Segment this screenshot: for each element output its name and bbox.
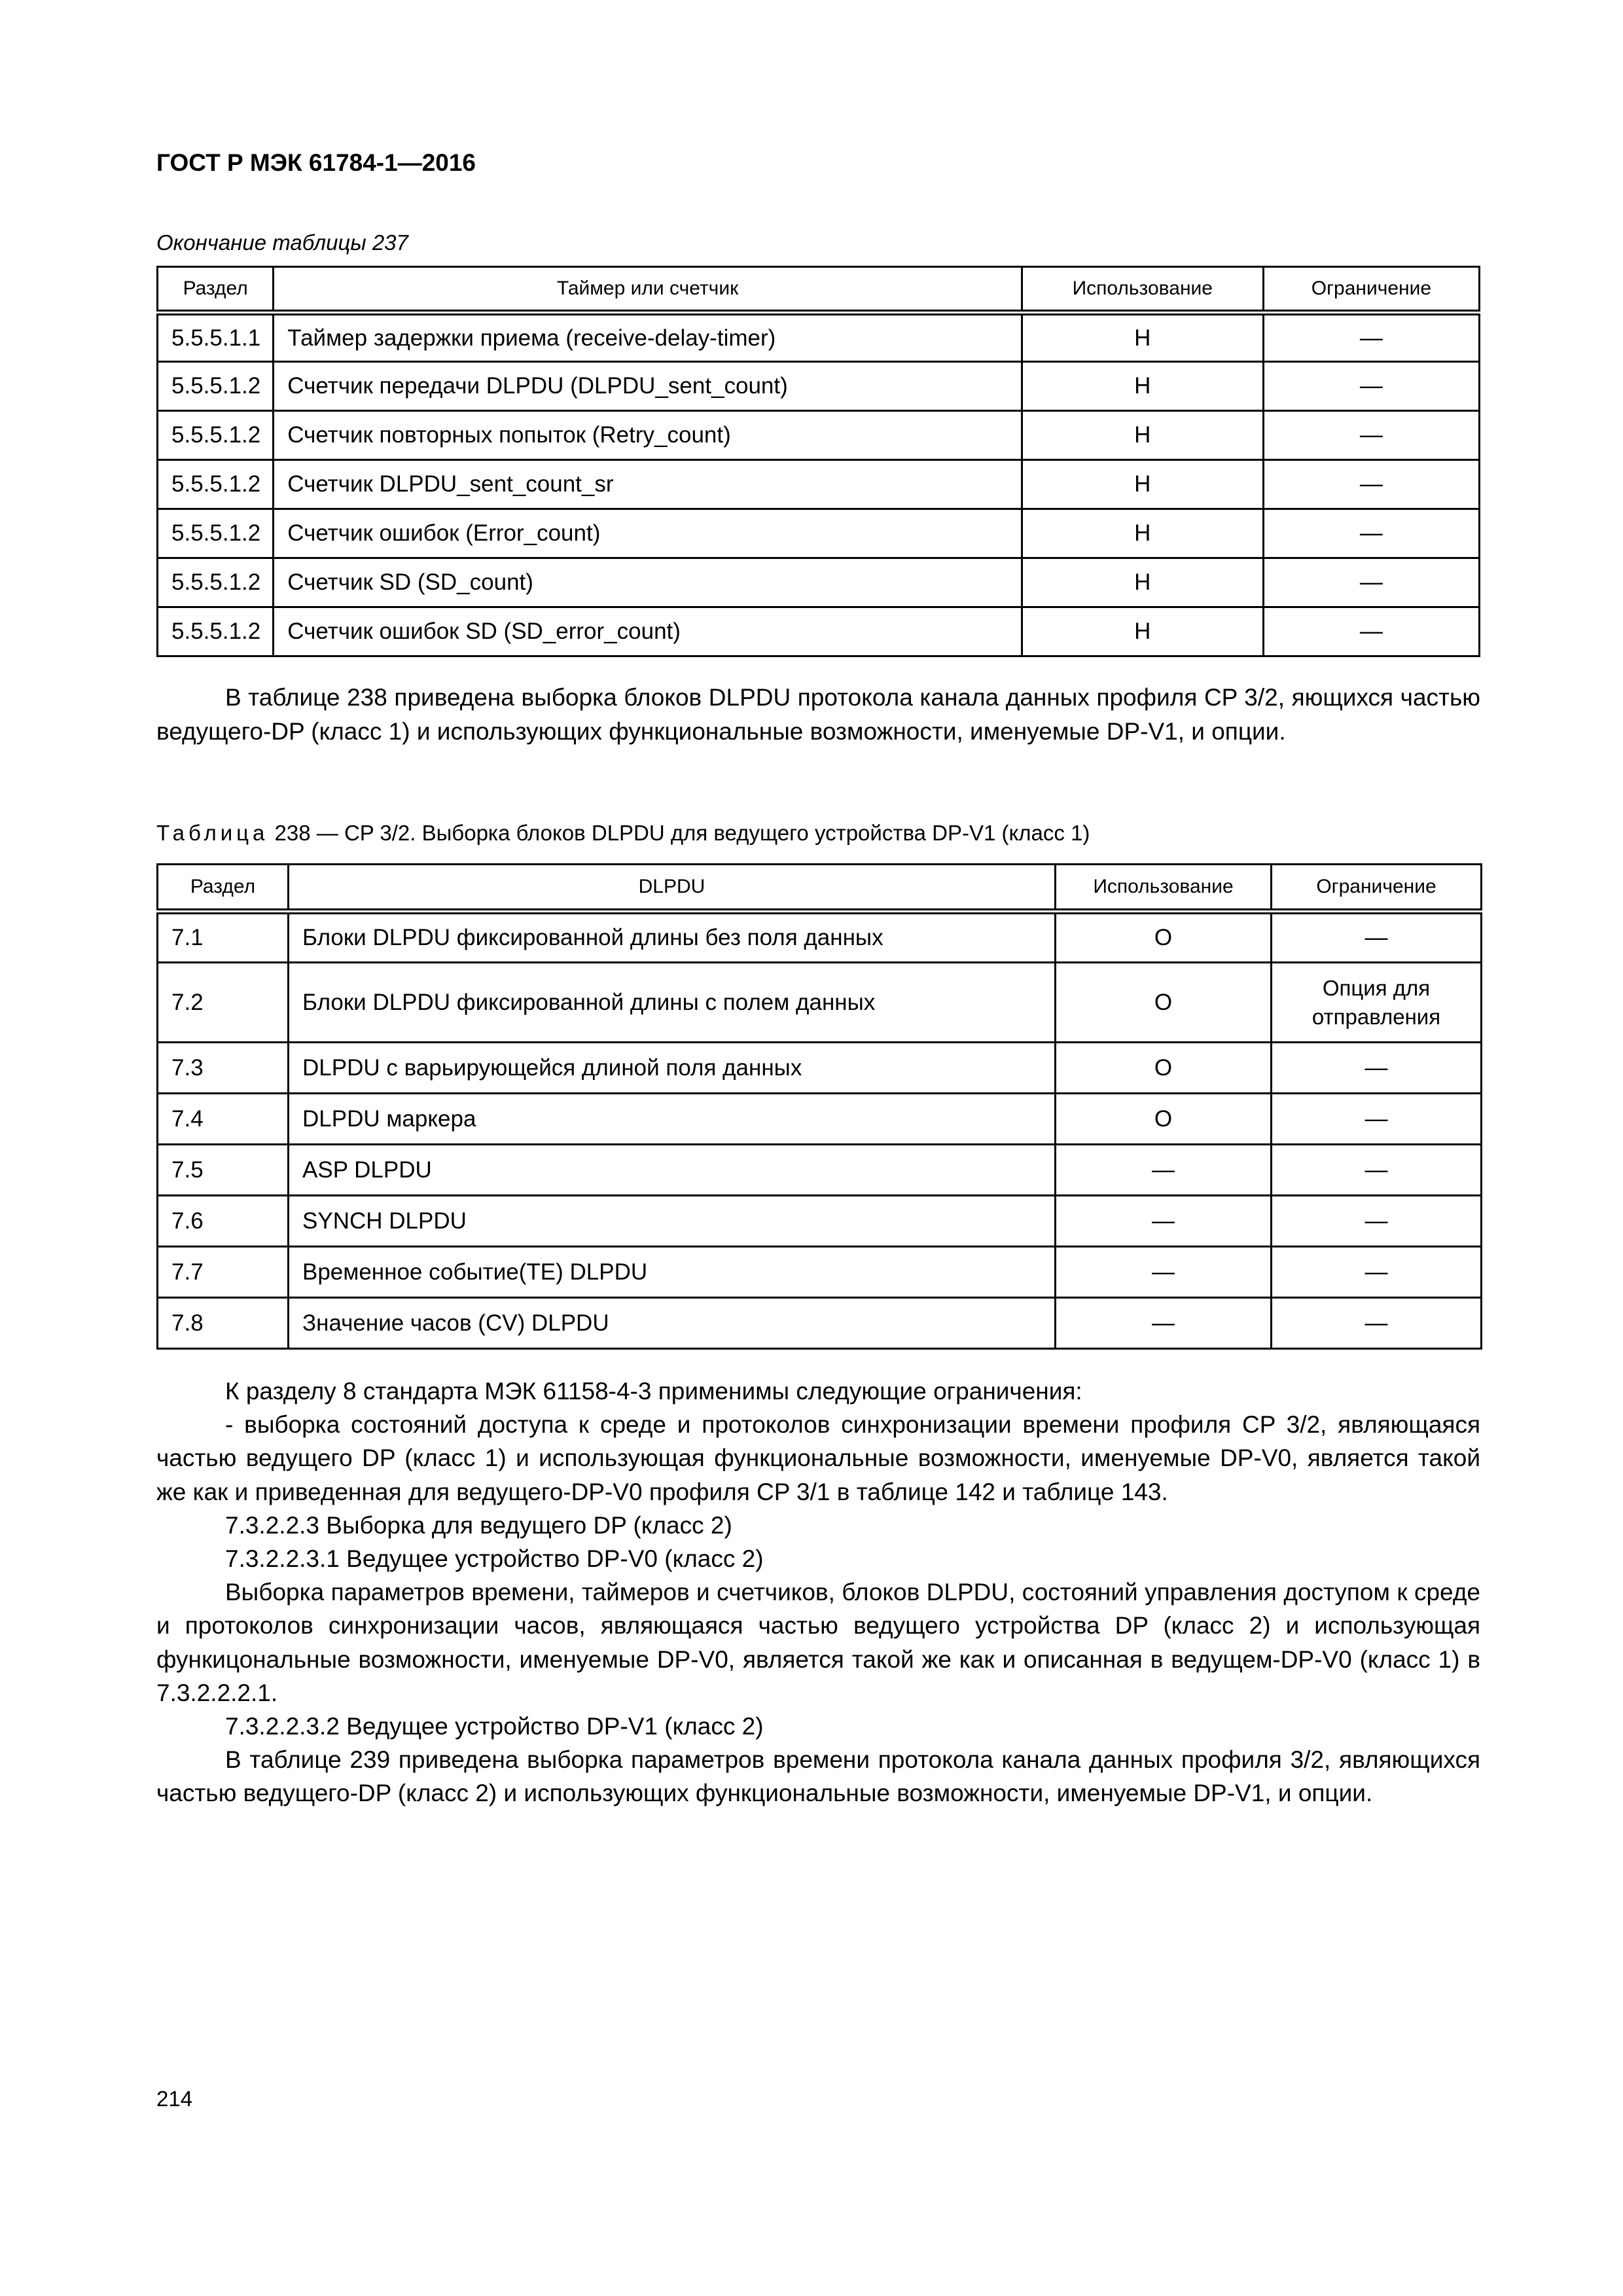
restriction-cell: — <box>1272 1145 1482 1196</box>
restriction-cell: — <box>1272 1247 1482 1298</box>
section-cell: 7.4 <box>158 1094 289 1145</box>
table-row <box>158 963 1482 1043</box>
name-cell: Блоки DLPDU фиксированной длины без поля данных <box>289 912 1056 963</box>
table-row <box>158 1145 1482 1196</box>
column-header: Использование <box>1056 865 1272 912</box>
paragraph: Выборка параметров времени, таймеров и счетчиков, блоков DLPDU, состояний управления доступом к среде и протоколов синхронизации часов, являющаяся частью ведущего устройства DP (класс 2) и использующая функицональные возможности, именуемые DP-V0, является такой же как и описанная в ведущем-DP-V0 (класс 1) в 7.3.2.2.2.1. <box>156 1579 1480 1706</box>
section-cell: 7.7 <box>158 1247 289 1298</box>
section-cell: 5.5.5.1.2 <box>158 460 274 509</box>
column-header: Раздел <box>158 267 274 313</box>
restriction-cell: — <box>1263 460 1479 509</box>
restriction-cell: — <box>1272 912 1482 963</box>
table-row <box>158 362 1480 411</box>
section-cell: 7.3 <box>158 1043 289 1094</box>
name-cell: Блоки DLPDU фиксированной длины с полем данных <box>289 963 1056 1043</box>
page-number: 214 <box>156 2087 193 2111</box>
section-cell: 5.5.5.1.2 <box>158 607 274 656</box>
usage-cell: H <box>1022 362 1263 411</box>
document-title: ГОСТ Р МЭК 61784-1—2016 <box>156 149 476 176</box>
section-heading: 7.3.2.2.3.2 Ведущее устройство DP-V1 (класс 2) <box>225 1713 764 1740</box>
body-text <box>156 1374 1480 1810</box>
section-cell: 5.5.5.1.2 <box>158 558 274 607</box>
table-row <box>158 912 1482 963</box>
section-cell: 7.8 <box>158 1298 289 1349</box>
usage-cell: H <box>1022 411 1263 460</box>
usage-cell: O <box>1056 963 1272 1043</box>
restriction-cell: — <box>1272 1094 1482 1145</box>
paragraph: - выборка состояний доступа к среде и протоколов синхронизации времени профиля CP 3/2, являющаяся частью ведущего DP (класс 1) и использующая функциональные возможности, именуемые DP-V0, является такой же как и приведенная для ведущего-DP-V0 профиля CP 3/1 в таблице 142 и таблице 143. <box>156 1411 1480 1505</box>
table-row <box>158 411 1480 460</box>
table-row <box>158 1196 1482 1247</box>
column-header: Ограничение <box>1263 267 1479 313</box>
usage-cell: H <box>1022 509 1263 558</box>
section-cell: 7.6 <box>158 1196 289 1247</box>
table-238 <box>156 863 1482 1350</box>
usage-cell: H <box>1022 460 1263 509</box>
table-row <box>158 1298 1482 1349</box>
table-237-continuation-caption: Окончание таблицы 237 <box>156 230 408 255</box>
name-cell: Значение часов (CV) DLPDU <box>289 1298 1056 1349</box>
section-cell: 5.5.5.1.2 <box>158 411 274 460</box>
table-row <box>158 1094 1482 1145</box>
table-237 <box>156 266 1480 657</box>
name-cell: Временное событие(TE) DLPDU <box>289 1247 1056 1298</box>
name-cell: ASP DLPDU <box>289 1145 1056 1196</box>
restriction-cell: — <box>1263 509 1479 558</box>
usage-cell: O <box>1056 1094 1272 1145</box>
restriction-cell: — <box>1272 1043 1482 1094</box>
table-row <box>158 1043 1482 1094</box>
name-cell: Таймер задержки приема (receive-delay-timer) <box>274 313 1022 362</box>
restriction-cell: — <box>1263 411 1479 460</box>
name-cell: DLPDU маркера <box>289 1094 1056 1145</box>
section-cell: 7.5 <box>158 1145 289 1196</box>
caption-text: 238 — CP 3/2. Выборка блоков DLPDU для ведущего устройства DP-V1 (класс 1) <box>268 821 1090 845</box>
section-cell: 5.5.5.1.2 <box>158 509 274 558</box>
table-row <box>158 607 1480 656</box>
usage-cell: — <box>1056 1298 1272 1349</box>
name-cell: Счетчик DLPDU_sent_count_sr <box>274 460 1022 509</box>
table-row <box>158 509 1480 558</box>
usage-cell: H <box>1022 558 1263 607</box>
section-cell: 5.5.5.1.1 <box>158 313 274 362</box>
name-cell: Счетчик ошибок (Error_count) <box>274 509 1022 558</box>
restriction-cell: — <box>1263 362 1479 411</box>
caption-label: Таблица <box>156 821 269 845</box>
restriction-cell: Опция для отправления <box>1272 963 1482 1043</box>
section-cell: 7.2 <box>158 963 289 1043</box>
table-header-row <box>158 865 1482 912</box>
column-header: Раздел <box>158 865 289 912</box>
usage-cell: H <box>1022 607 1263 656</box>
usage-cell: O <box>1056 1043 1272 1094</box>
table-row <box>158 558 1480 607</box>
column-header: Использование <box>1022 267 1263 313</box>
table-238-caption <box>156 821 1090 846</box>
usage-cell: — <box>1056 1247 1272 1298</box>
section-cell: 5.5.5.1.2 <box>158 362 274 411</box>
paragraph: В таблице 238 приведена выборка блоков DLPDU протокола канала данных профиля CP 3/2, яющихся частью ведущего-DP (класс 1) и использующих функциональные возможности, именуемые DP-V1, и опции. <box>156 684 1480 745</box>
table-row <box>158 460 1480 509</box>
section-heading: 7.3.2.2.3 Выборка для ведущего DP (класс 2) <box>225 1511 732 1539</box>
name-cell: SYNCH DLPDU <box>289 1196 1056 1247</box>
table-row <box>158 1247 1482 1298</box>
restriction-cell: — <box>1263 558 1479 607</box>
restriction-cell: — <box>1272 1298 1482 1349</box>
restriction-cell: — <box>1272 1196 1482 1247</box>
usage-cell: O <box>1056 912 1272 963</box>
usage-cell: — <box>1056 1196 1272 1247</box>
table-row <box>158 313 1480 362</box>
name-cell: Счетчик передачи DLPDU (DLPDU_sent_count) <box>274 362 1022 411</box>
paragraph: К разделу 8 стандарта МЭК 61158-4-3 применимы следующие ограничения: <box>225 1378 1082 1405</box>
restriction-cell: — <box>1263 313 1479 362</box>
column-header: Ограничение <box>1272 865 1482 912</box>
paragraph: В таблице 239 приведена выборка параметров времени протокола канала данных профиля 3/2, являющихся частью ведущего-DP (класс 2) и использующих функциональные возможности, именуемые DP-V1, и опции. <box>156 1746 1480 1807</box>
name-cell: Счетчик SD (SD_count) <box>274 558 1022 607</box>
column-header: Таймер или счетчик <box>274 267 1022 313</box>
name-cell: DLPDU с варьирующейся длиной поля данных <box>289 1043 1056 1094</box>
usage-cell: H <box>1022 313 1263 362</box>
usage-cell: — <box>1056 1145 1272 1196</box>
name-cell: Счетчик ошибок SD (SD_error_count) <box>274 607 1022 656</box>
table-header-row <box>158 267 1480 313</box>
column-header: DLPDU <box>289 865 1056 912</box>
section-cell: 7.1 <box>158 912 289 963</box>
section-heading: 7.3.2.2.3.1 Ведущее устройство DP-V0 (класс 2) <box>225 1545 764 1573</box>
restriction-cell: — <box>1263 607 1479 656</box>
name-cell: Счетчик повторных попыток (Retry_count) <box>274 411 1022 460</box>
